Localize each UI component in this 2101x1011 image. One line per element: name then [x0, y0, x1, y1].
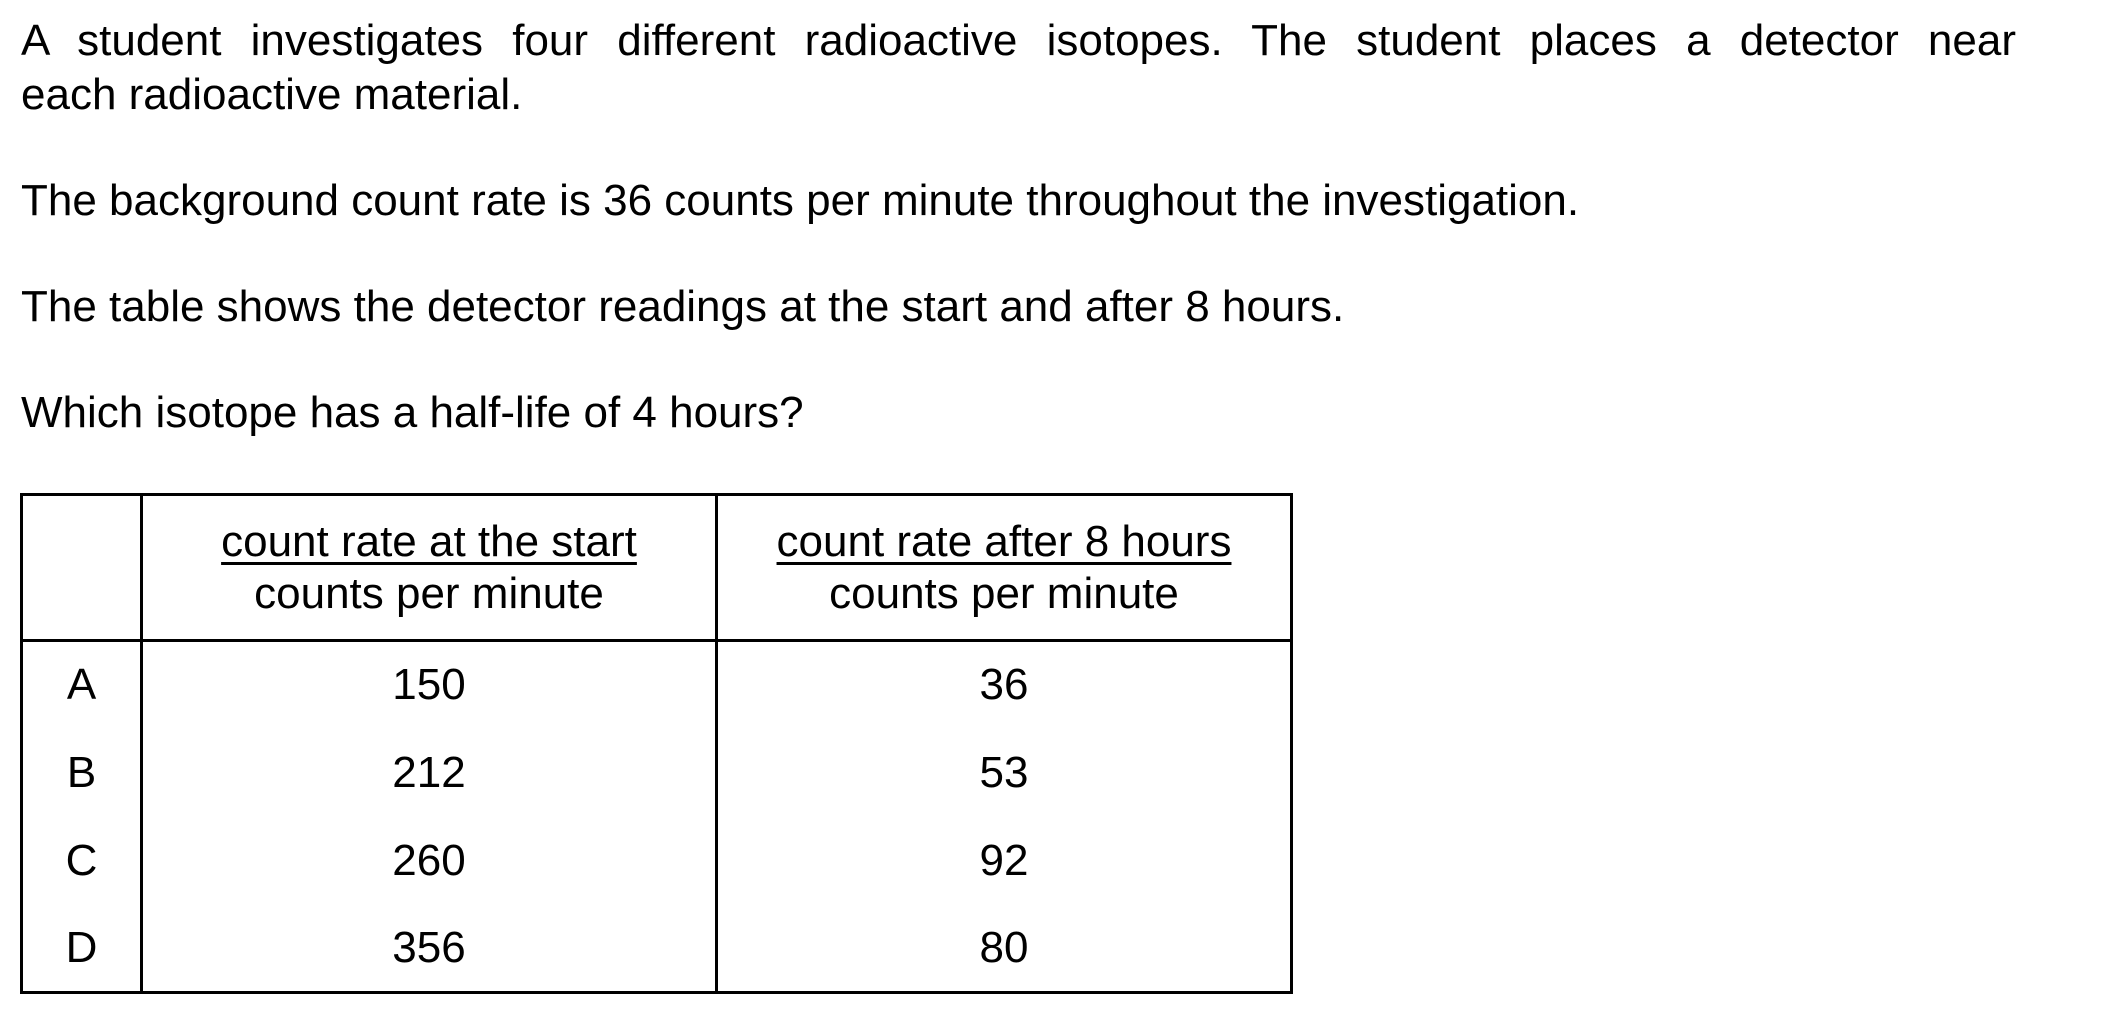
table-row	[22, 641, 1292, 729]
header-start	[142, 495, 717, 641]
table-row	[22, 905, 1292, 993]
intro-line-2: each radioactive material.	[21, 70, 523, 119]
table-intro: The table shows the detector readings at the start and after 8 hours.	[21, 282, 1345, 331]
table-row	[22, 817, 1292, 905]
start-count: 150	[142, 641, 717, 729]
after-count: 92	[717, 817, 1292, 905]
header-start-unit: counts per minute	[254, 568, 604, 618]
start-count: 260	[142, 817, 717, 905]
start-count: 356	[142, 905, 717, 993]
table-row	[22, 729, 1292, 817]
isotope-label: D	[22, 905, 142, 993]
intro-paragraph	[21, 14, 2016, 122]
table-header-row	[22, 495, 1292, 641]
header-start-title: count rate at the start	[221, 516, 637, 566]
background-statement: The background count rate is 36 counts per minute throughout the investigation.	[21, 176, 1580, 225]
header-after-unit: counts per minute	[829, 568, 1179, 618]
header-after	[717, 495, 1292, 641]
after-count: 80	[717, 905, 1292, 993]
isotope-label: A	[22, 641, 142, 729]
after-count: 53	[717, 729, 1292, 817]
after-count: 36	[717, 641, 1292, 729]
header-after-title: count rate after 8 hours	[776, 516, 1232, 566]
intro-line-1: A student investigates four different radioactive isotopes. The student places a detector near	[21, 16, 2016, 65]
isotope-label: B	[22, 729, 142, 817]
isotope-label: C	[22, 817, 142, 905]
isotope-table	[20, 493, 1293, 994]
header-empty-cell	[22, 495, 142, 641]
start-count: 212	[142, 729, 717, 817]
question-prompt: Which isotope has a half-life of 4 hours?	[21, 388, 804, 437]
